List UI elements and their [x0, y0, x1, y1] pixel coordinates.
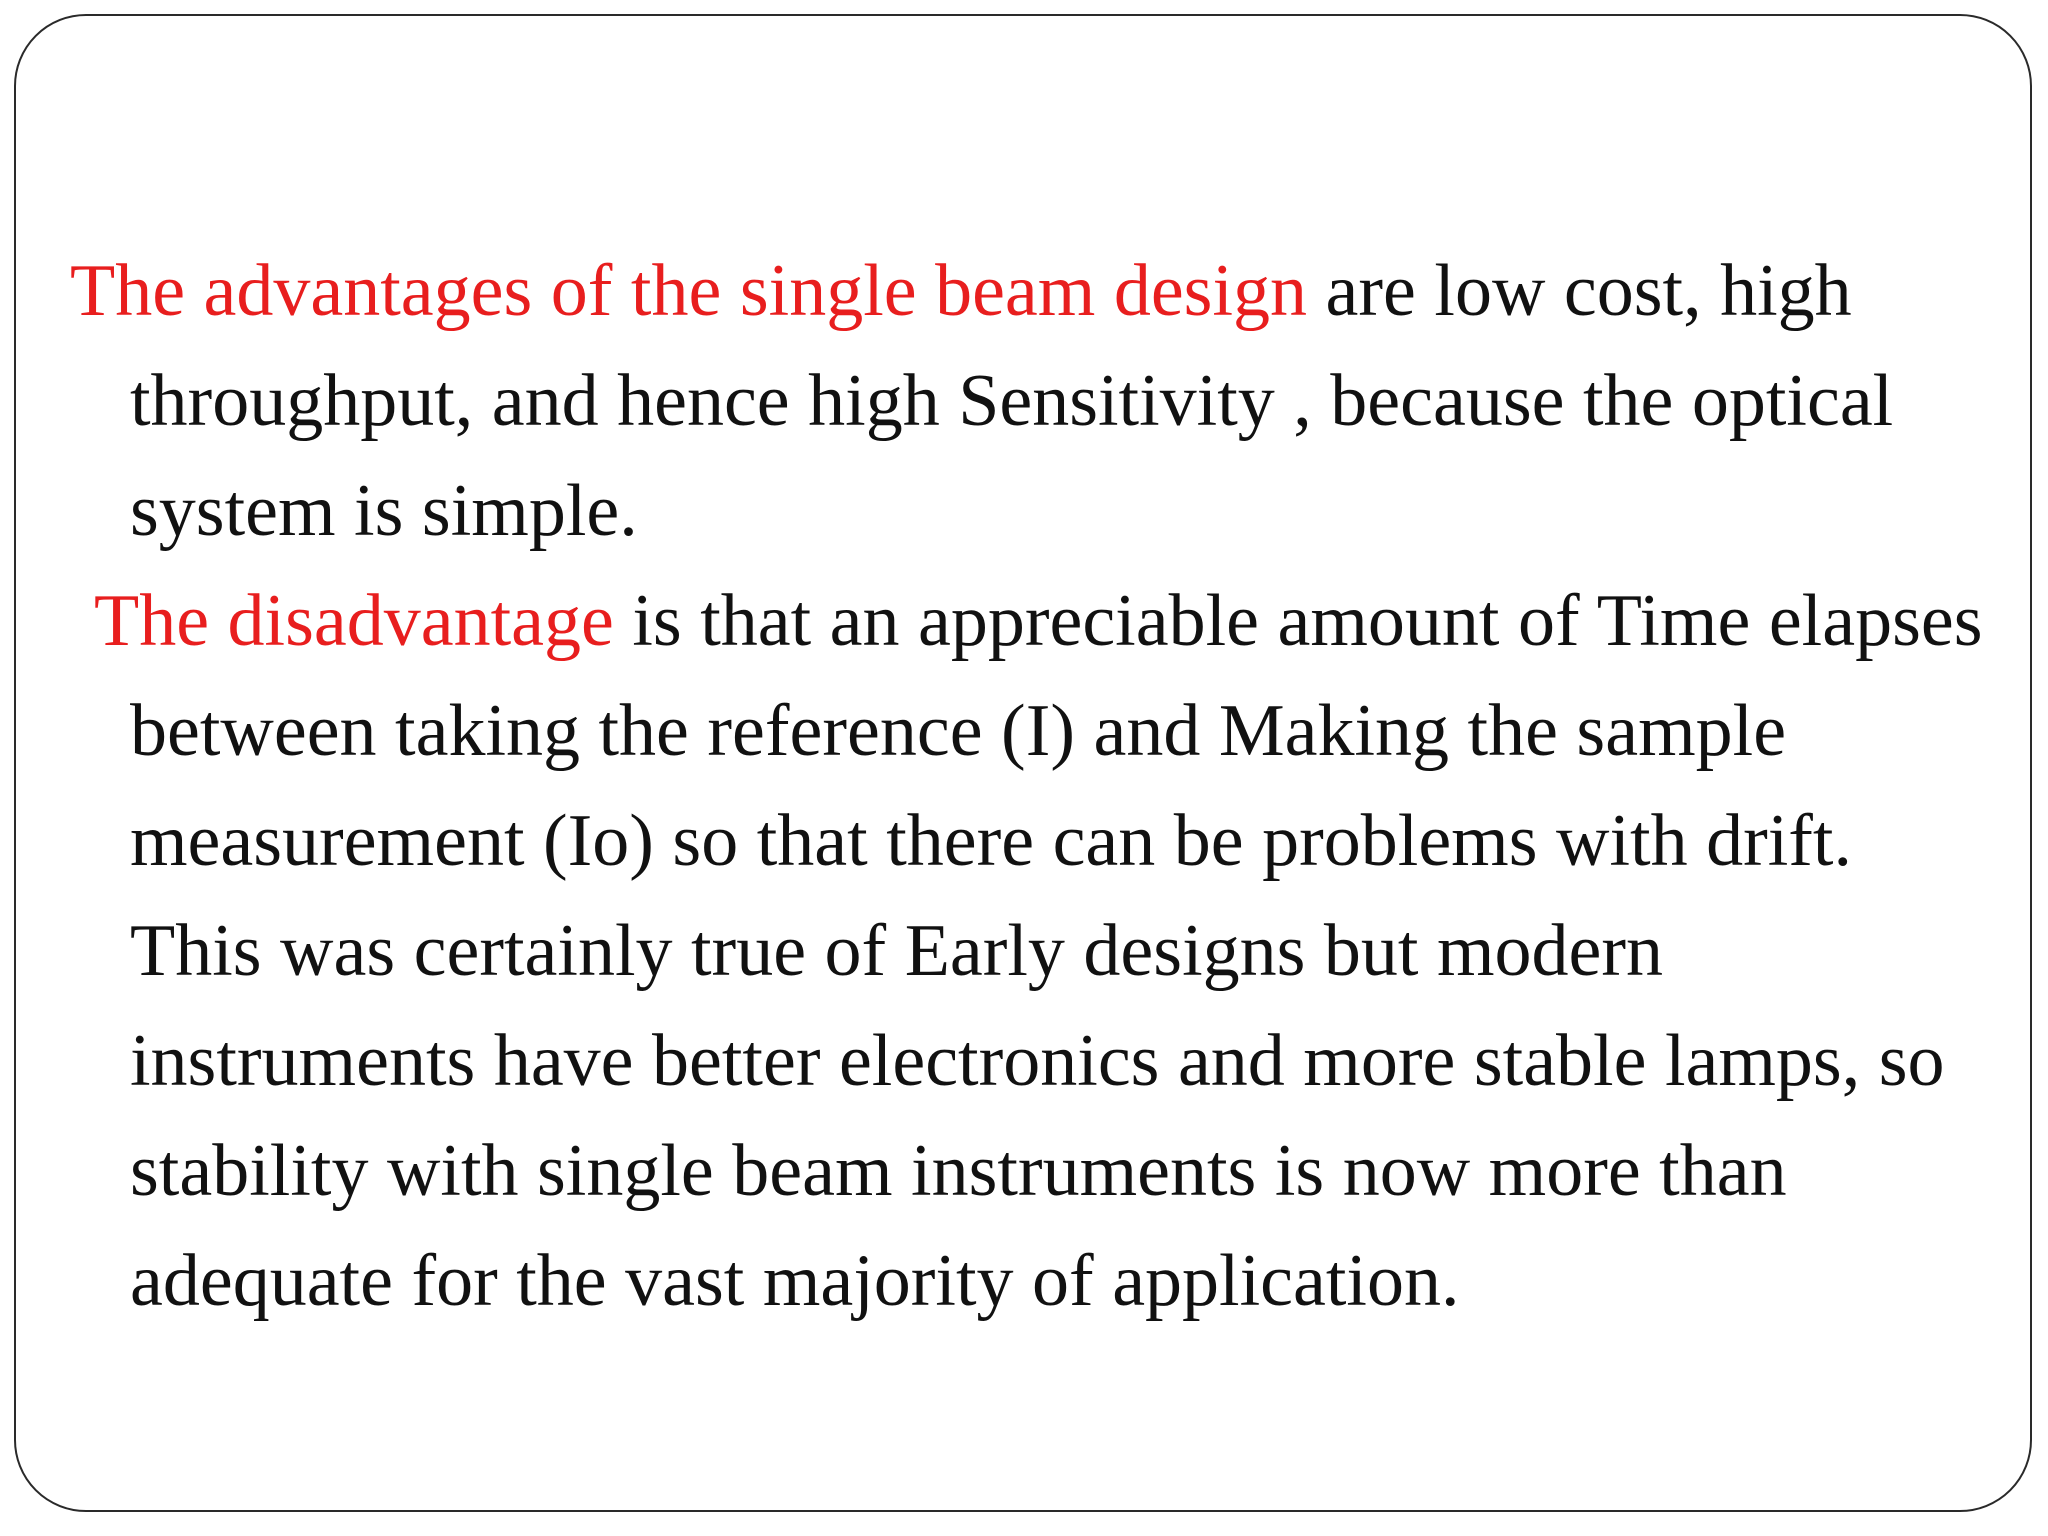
- slide-body: [70, 236, 2000, 1336]
- disadvantage-heading: The disadvantage: [94, 580, 614, 662]
- advantages-text: are low cost, high throughput, and hence high Sensitivity , because the optical system is simple.: [130, 250, 1894, 552]
- advantages-paragraph: [70, 236, 2000, 566]
- disadvantage-paragraph: [70, 566, 2000, 1336]
- disadvantage-text: is that an appreciable amount of Time elapses between taking the reference (I) and Making the sample measurement (Io) so that there can be problems with drift. This was certainly true of Early designs but modern instruments have better electronics and more stable lamps, so stability with single beam instruments is now more than adequate for the vast majority of application.: [130, 580, 1983, 1322]
- advantages-heading: The advantages of the single beam design: [70, 250, 1308, 332]
